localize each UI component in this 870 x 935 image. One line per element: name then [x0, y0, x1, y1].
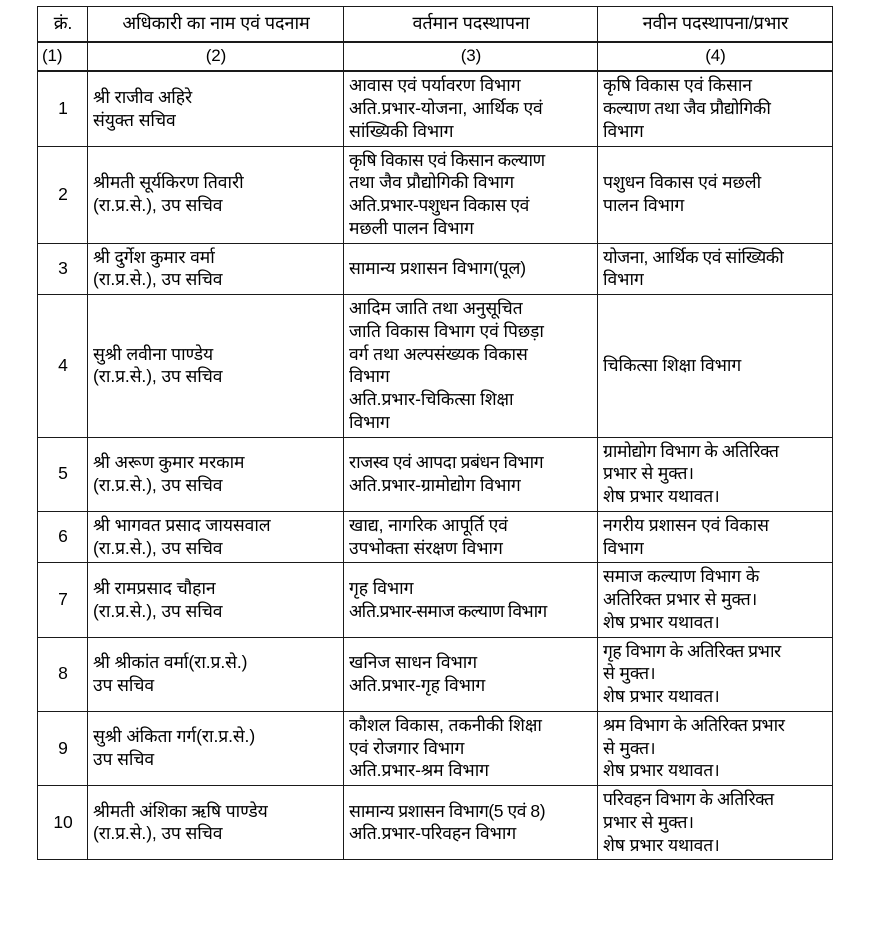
row-current-posting — [344, 511, 598, 563]
text-line: उप सचिव — [93, 749, 154, 770]
row-new-posting — [598, 563, 833, 637]
row-current-posting — [344, 786, 598, 860]
text-line: विभाग — [349, 411, 390, 432]
text-line: (रा.प्र.से.), उप सचिव — [93, 474, 223, 495]
text-line: श्री भागवत प्रसाद जायसवाल — [93, 514, 271, 535]
text-line: (रा.प्र.से.), उप सचिव — [93, 269, 223, 290]
row-current-posting — [344, 563, 598, 637]
row-serial-number: 6 — [38, 511, 88, 563]
text-line: श्रीमती सूर्यकिरण तिवारी — [93, 172, 244, 193]
text-line: से मुक्त। — [603, 663, 656, 684]
text-line: (रा.प्र.से.), उप सचिव — [93, 366, 223, 387]
text-line: मछली पालन विभाग — [349, 217, 474, 238]
row-new-posting — [598, 71, 833, 146]
text-line: पालन विभाग — [603, 195, 685, 216]
text-line: संयुक्त सचिव — [93, 109, 176, 130]
table-row — [38, 637, 833, 711]
text-line: तथा जैव प्रौद्योगिकी विभाग — [349, 172, 514, 193]
row-serial-number: 9 — [38, 711, 88, 785]
text-line: गृह विभाग के अतिरिक्त प्रभार — [603, 640, 781, 661]
row-officer-name — [88, 511, 344, 563]
text-line: पशुधन विकास एवं मछली — [603, 172, 762, 193]
row-current-posting — [344, 146, 598, 243]
column-header-officer-name: अधिकारी का नाम एवं पदनाम — [88, 7, 344, 43]
text-line: शेष प्रभार यथावत। — [603, 686, 720, 707]
text-line: विभाग — [603, 120, 644, 141]
column-number-2: (2) — [88, 42, 344, 71]
text-line: गृह विभाग — [349, 577, 414, 598]
text-line: जाति विकास विभाग एवं पिछड़ा — [349, 320, 544, 341]
text-line: उप सचिव — [93, 674, 154, 695]
text-line: विभाग — [603, 269, 644, 290]
text-line: सुश्री अंकिता गर्ग(रा.प्र.से.) — [93, 726, 256, 747]
text-line: श्रीमती अंशिका ऋषि पाण्डेय — [93, 800, 268, 821]
text-line: कृषि विकास एवं किसान — [603, 75, 752, 96]
table-row — [38, 243, 833, 295]
text-line: सामान्य प्रशासन विभाग(पूल) — [349, 258, 527, 279]
table-row — [38, 711, 833, 785]
row-new-posting — [598, 146, 833, 243]
row-officer-name — [88, 637, 344, 711]
text-line: श्रम विभाग के अतिरिक्त प्रभार — [603, 714, 785, 735]
text-line: श्री रामप्रसाद चौहान — [93, 577, 216, 598]
row-officer-name — [88, 786, 344, 860]
row-new-posting — [598, 243, 833, 295]
row-officer-name — [88, 146, 344, 243]
text-line: वर्ग तथा अल्पसंख्यक विकास — [349, 343, 528, 364]
row-current-posting — [344, 637, 598, 711]
column-header-serial: क्रं. — [38, 7, 88, 43]
text-line: शेष प्रभार यथावत। — [603, 834, 720, 855]
table-row — [38, 511, 833, 563]
text-line: सामान्य प्रशासन विभाग(5 एवं 8) — [349, 800, 546, 821]
text-line: आदिम जाति तथा अनुसूचित — [349, 298, 523, 319]
row-serial-number: 4 — [38, 295, 88, 438]
text-line: (रा.प्र.से.), उप सचिव — [93, 537, 223, 558]
text-line: प्रभार से मुक्त। — [603, 811, 694, 832]
table-row — [38, 295, 833, 438]
text-line: अति.प्रभार-पशुधन विकास एवं — [349, 195, 529, 216]
text-line: (रा.प्र.से.), उप सचिव — [93, 823, 223, 844]
text-line: एवं रोजगार विभाग — [349, 737, 465, 758]
table-row — [38, 71, 833, 146]
row-serial-number: 2 — [38, 146, 88, 243]
row-current-posting — [344, 437, 598, 511]
table-row — [38, 146, 833, 243]
row-serial-number: 8 — [38, 637, 88, 711]
text-line: से मुक्त। — [603, 737, 656, 758]
text-line: अति.प्रभार-गृह विभाग — [349, 674, 486, 695]
column-number-1: (1) — [38, 42, 88, 71]
text-line: खाद्य, नागरिक आपूर्ति एवं — [349, 514, 508, 535]
text-line: अति.प्रभार-श्रम विभाग — [349, 760, 489, 781]
row-serial-number: 3 — [38, 243, 88, 295]
row-serial-number: 10 — [38, 786, 88, 860]
text-line: विभाग — [603, 537, 644, 558]
table-row — [38, 786, 833, 860]
column-header-current-posting: वर्तमान पदस्थापना — [344, 7, 598, 43]
row-officer-name — [88, 437, 344, 511]
text-line: खनिज साधन विभाग — [349, 652, 477, 673]
row-serial-number: 5 — [38, 437, 88, 511]
text-line: कल्याण तथा जैव प्रौद्योगिकी — [603, 98, 771, 119]
text-line: शेष प्रभार यथावत। — [603, 486, 720, 507]
text-line: आवास एवं पर्यावरण विभाग — [349, 75, 521, 96]
row-new-posting — [598, 637, 833, 711]
column-header-new-posting: नवीन पदस्थापना/प्रभार — [598, 7, 833, 43]
officer-transfer-table — [37, 6, 833, 860]
text-line: नगरीय प्रशासन एवं विकास — [603, 514, 769, 535]
text-line: अति.प्रभार-चिकित्सा शिक्षा — [349, 389, 514, 410]
row-new-posting — [598, 295, 833, 438]
text-line: श्री श्रीकांत वर्मा(रा.प्र.से.) — [93, 652, 248, 673]
text-line: सुश्री लवीना पाण्डेय — [93, 343, 214, 364]
text-line: श्री दुर्गेश कुमार वर्मा — [93, 246, 215, 267]
table-column-numbering-row — [38, 42, 833, 71]
text-line: परिवहन विभाग के अतिरिक्त — [603, 789, 774, 810]
row-new-posting — [598, 711, 833, 785]
text-line: श्री अरूण कुमार मरकाम — [93, 452, 245, 473]
text-line: अति.प्रभार-समाज कल्याण विभाग — [349, 600, 547, 621]
text-line: अति.प्रभार-ग्रामोद्योग विभाग — [349, 474, 521, 495]
text-line: सांख्यिकी विभाग — [349, 120, 454, 141]
text-line: शेष प्रभार यथावत। — [603, 611, 720, 632]
text-line: कृषि विकास एवं किसान कल्याण — [349, 149, 545, 170]
row-current-posting — [344, 243, 598, 295]
text-line: ग्रामोद्योग विभाग के अतिरिक्त — [603, 440, 779, 461]
row-serial-number: 7 — [38, 563, 88, 637]
table-row — [38, 563, 833, 637]
row-current-posting — [344, 295, 598, 438]
text-line: शेष प्रभार यथावत। — [603, 760, 720, 781]
row-new-posting — [598, 437, 833, 511]
row-current-posting — [344, 711, 598, 785]
text-line: योजना, आर्थिक एवं सांख्यिकी — [603, 246, 784, 267]
text-line: (रा.प्र.से.), उप सचिव — [93, 600, 223, 621]
text-line: अति.प्रभार-योजना, आर्थिक एवं — [349, 98, 543, 119]
table-body — [38, 71, 833, 860]
row-officer-name — [88, 243, 344, 295]
text-line: कौशल विकास, तकनीकी शिक्षा — [349, 714, 542, 735]
row-officer-name — [88, 711, 344, 785]
text-line: विभाग — [349, 366, 390, 387]
row-serial-number: 1 — [38, 71, 88, 146]
text-line: अतिरिक्त प्रभार से मुक्त। — [603, 589, 758, 610]
text-line: प्रभार से मुक्त। — [603, 463, 694, 484]
row-current-posting — [344, 71, 598, 146]
text-line: अति.प्रभार-परिवहन विभाग — [349, 823, 517, 844]
column-number-4: (4) — [598, 42, 833, 71]
text-line: श्री राजीव अहिरे — [93, 86, 193, 107]
column-number-3: (3) — [344, 42, 598, 71]
row-officer-name — [88, 71, 344, 146]
row-officer-name — [88, 563, 344, 637]
table-row — [38, 437, 833, 511]
text-line: उपभोक्ता संरक्षण विभाग — [349, 537, 503, 558]
text-line: (रा.प्र.से.), उप सचिव — [93, 195, 223, 216]
row-new-posting — [598, 786, 833, 860]
row-new-posting — [598, 511, 833, 563]
row-officer-name — [88, 295, 344, 438]
text-line: राजस्व एवं आपदा प्रबंधन विभाग — [349, 452, 544, 473]
table-header-row — [38, 7, 833, 43]
text-line: समाज कल्याण विभाग के — [603, 566, 760, 587]
text-line: चिकित्सा शिक्षा विभाग — [603, 355, 742, 376]
